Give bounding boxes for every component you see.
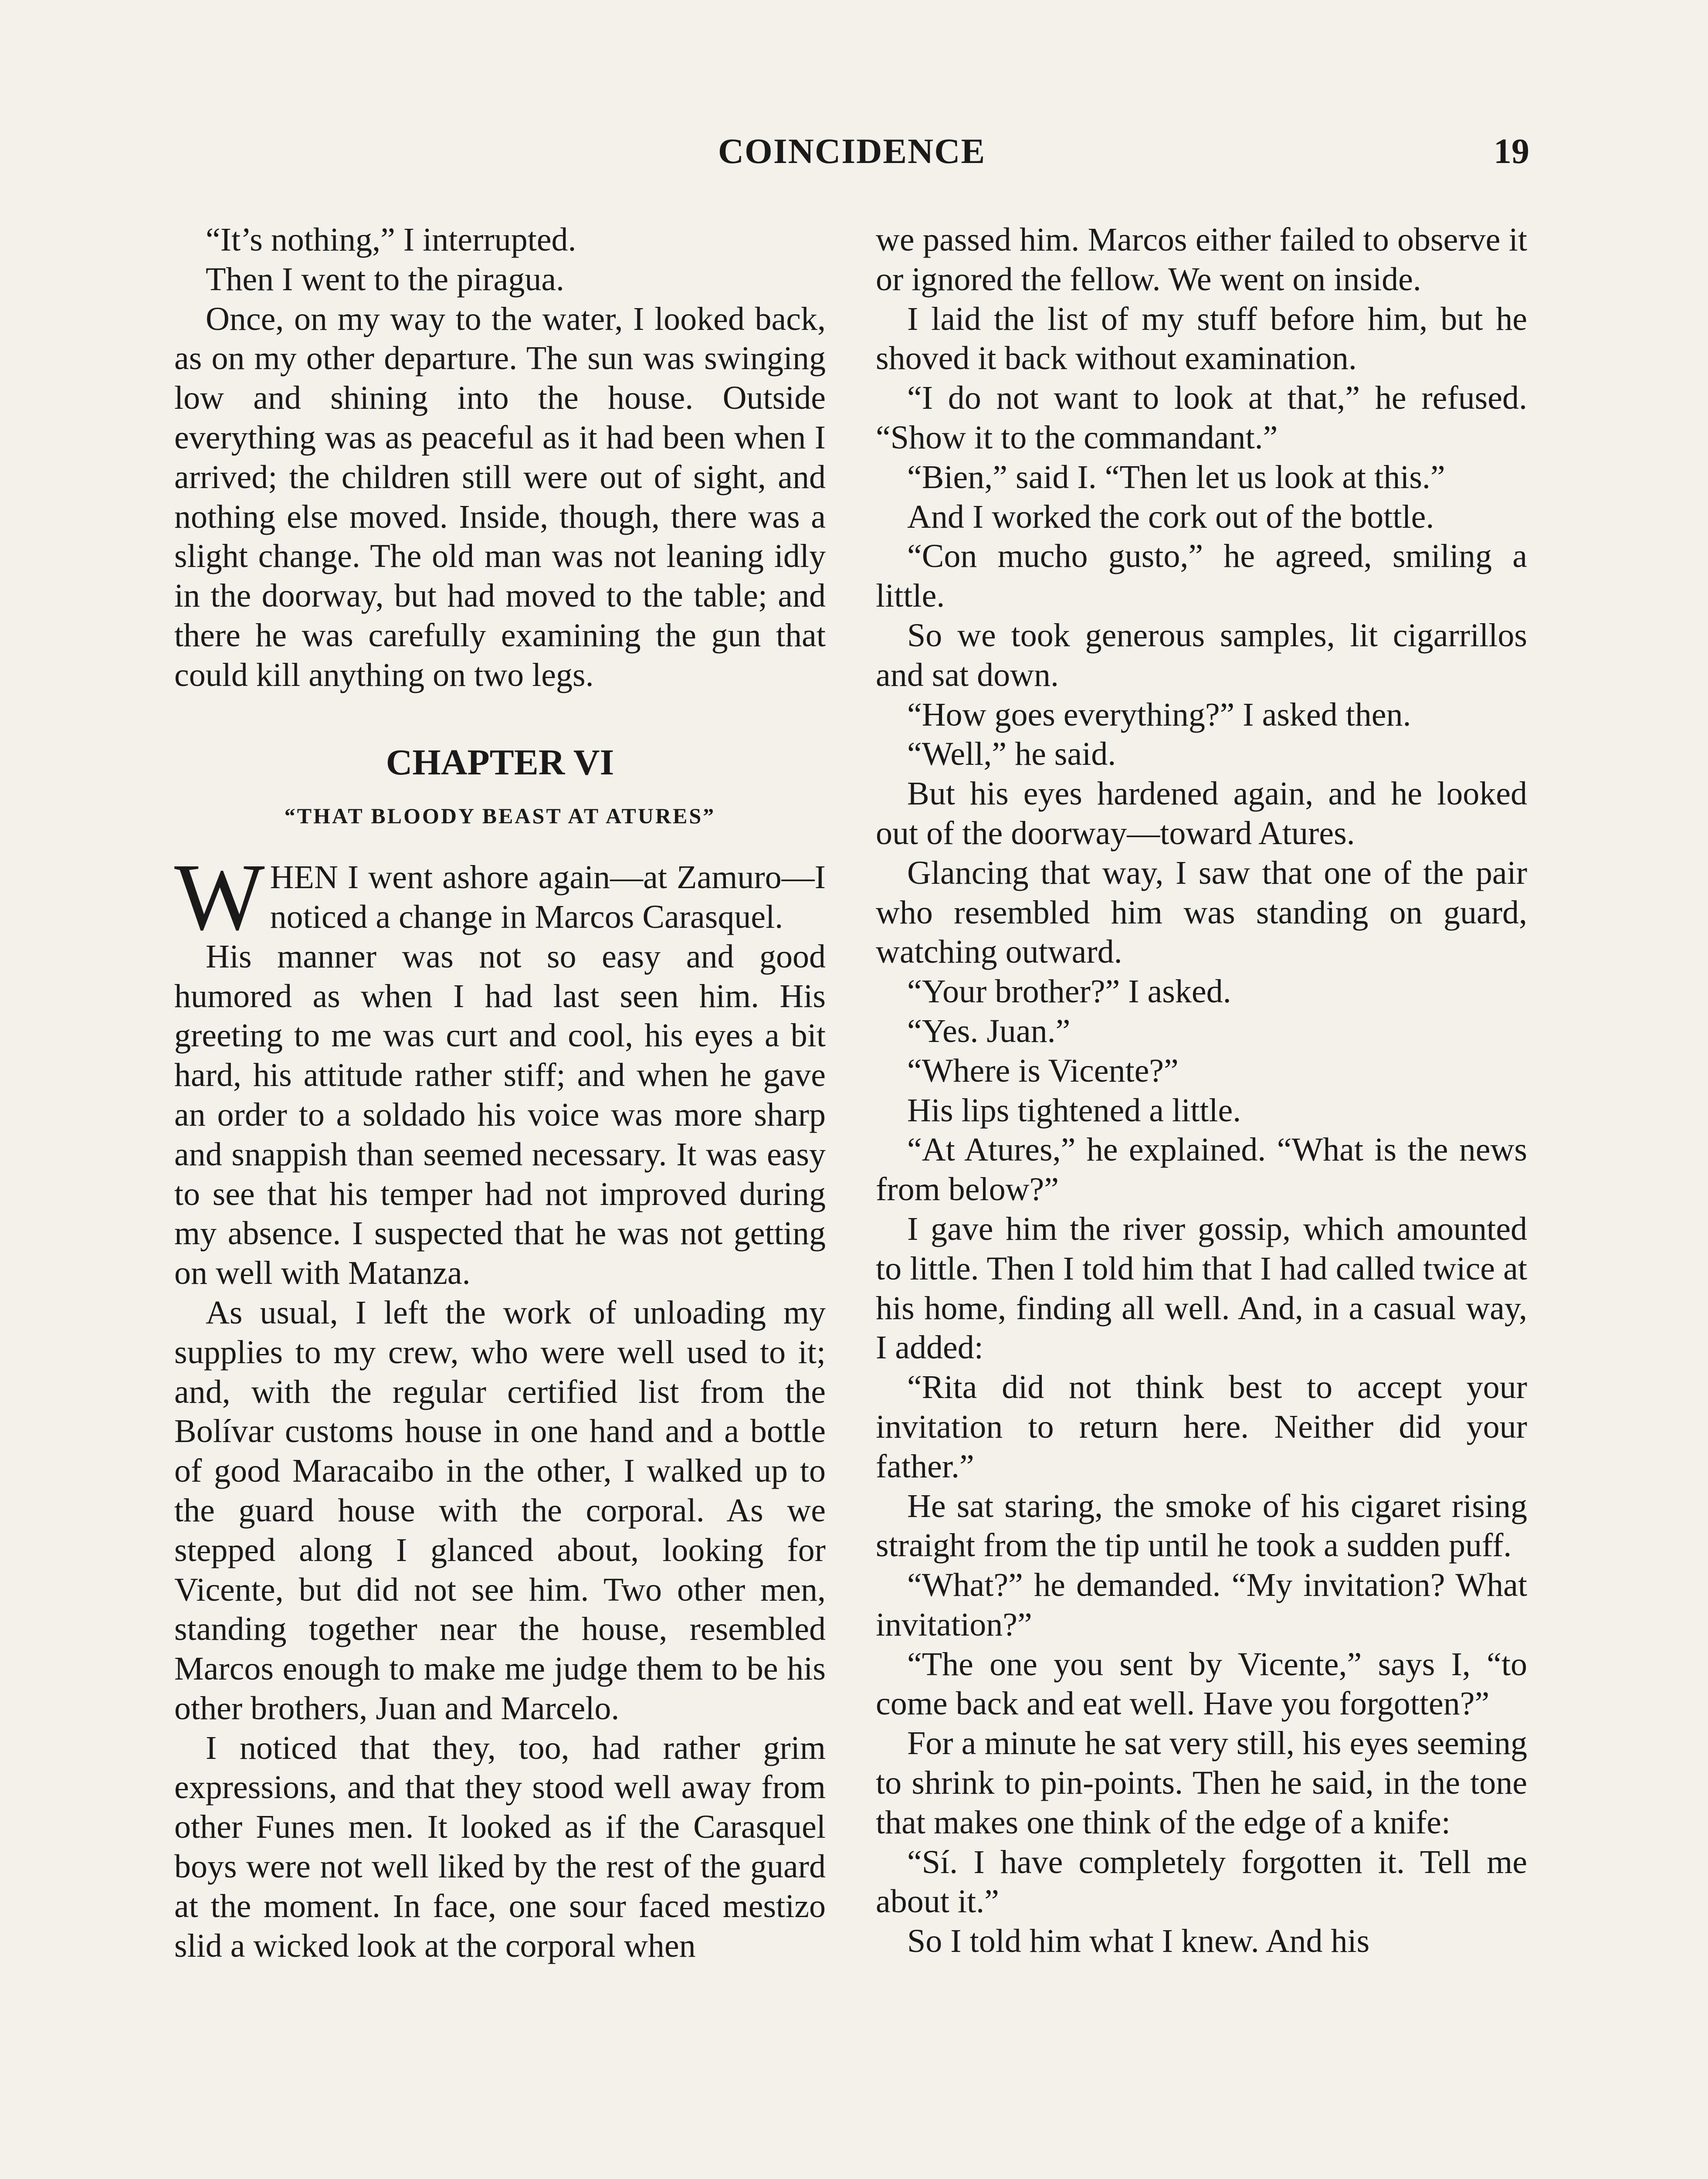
opening-text: HEN I went ashore again—at Zamuro—I noticed a change in Marcos Carasquel. [270,859,826,935]
paragraph: “It’s nothing,” I interrupted. [206,221,576,258]
paragraph: “Rita did not think best to accept your invitation to return here. Neither did your father.” [876,1369,1527,1485]
paragraph: “Con mucho gusto,” he agreed, smiling a little. [876,538,1527,614]
right-column [876,220,1527,1961]
paragraph: His lips tightened a little. [907,1092,1241,1129]
paragraph: “Where is Vicente?” [907,1052,1179,1089]
paragraph: He sat staring, the smoke of his cigaret rising straight from the tip until he took a sudden puff. [876,1487,1527,1564]
paragraph: “At Atures,” he explained. “What is the news from below?” [876,1131,1527,1208]
page-header [174,131,1529,179]
chapter-title: CHAPTER VI [386,742,614,783]
paragraph: “How goes everything?” I asked then. [907,696,1411,733]
paragraph: But his eyes hardened again, and he looked out of the doorway—toward Atures. [876,775,1527,852]
paragraph: Then I went to the piragua. [206,261,565,298]
paragraph: “What?” he demanded. “My invitation? What invitation?” [876,1567,1527,1643]
paragraph-continued: we passed him. Marcos either failed to observe it or ignored the fellow. We went on inside. [876,221,1527,298]
paragraph: Glancing that way, I saw that one of the pair who resembled him was standing on guard, watching outward. [876,854,1527,971]
paragraph: “Your brother?” I asked. [907,973,1231,1010]
page-number: 19 [1494,131,1529,171]
paragraph: “I do not want to look at that,” he refused. “Show it to the commandant.” [876,380,1527,456]
paragraph: So I told him what I knew. And his [907,1923,1370,1960]
paragraph: “Sí. I have completely forgotten it. Tell me about it.” [876,1843,1527,1920]
paragraph: For a minute he sat very still, his eyes seeming to shrink to pin-points. Then he said, in the tone that makes one think of the edge of a knife: [876,1725,1527,1841]
drop-cap: W [174,844,265,950]
paragraph: I gave him the river gossip, which amounted to little. Then I told him that I had called twice at his home, finding all well. And, in a casual way, I added: [876,1210,1527,1366]
paragraph: Once, on my way to the water, I looked back, as on my other departure. The sun was swinging low and shining into the house. Outside everything was as peaceful as it had been when I arrived; the children still were out of sight, and nothing else moved. Inside, though, there was a slight change. The old man was not leaning idly in the doorway, but had moved to the table; and there he was carefully examining the gun that could kill anything on two legs. [174,300,826,693]
paragraph: “The one you sent by Vicente,” says I, “to come back and eat well. Have you forgotten?” [876,1646,1527,1722]
paragraph: So we took generous samples, lit cigarrillos and sat down. [876,617,1527,693]
paragraph: “Bien,” said I. “Then let us look at this.” [907,458,1445,496]
paragraph: And I worked the cork out of the bottle. [907,498,1434,535]
paragraph: I laid the list of my stuff before him, but he shoved it back without examination. [876,300,1527,377]
paragraph: “Well,” he said. [907,736,1116,773]
chapter-opening-paragraph [174,844,826,950]
paragraph: “Yes. Juan.” [907,1012,1071,1049]
chapter-subtitle: “THAT BLOODY BEAST AT ATURES” [284,804,716,828]
running-title: COINCIDENCE [718,131,986,171]
paragraph: I noticed that they, too, had rather grim expressions, and that they stood well away from other Funes men. It looked as if the Carasquel boys were not well liked by the rest of the guard at the moment. In face, one sour faced mestizo slid a wicked look at the corporal when [174,1729,826,1964]
left-column [174,220,826,1965]
paragraph: His manner was not so easy and good humored as when I had last seen him. His greeting to me was curt and cool, his eyes a bit hard, his attitude rather stiff; and when he gave an order to a soldado his voice was more sharp and snappish than seemed necessary. It was easy to see that his temper had not improved during my absence. I suspected that he was not getting on well with Matanza. [174,938,826,1292]
paragraph: As usual, I left the work of unloading my supplies to my crew, who were well used to it; and, with the regular certified list from the Bolívar customs house in one hand and a bottle of good Maracaibo in the other, I walked up to the guard house with the corporal. As we stepped along I glanced about, looking for Vicente, but did not see him. Two other men, standing together near the house, resembled Marcos enough to make me judge them to be his other brothers, Juan and Marcelo. [174,1294,826,1727]
